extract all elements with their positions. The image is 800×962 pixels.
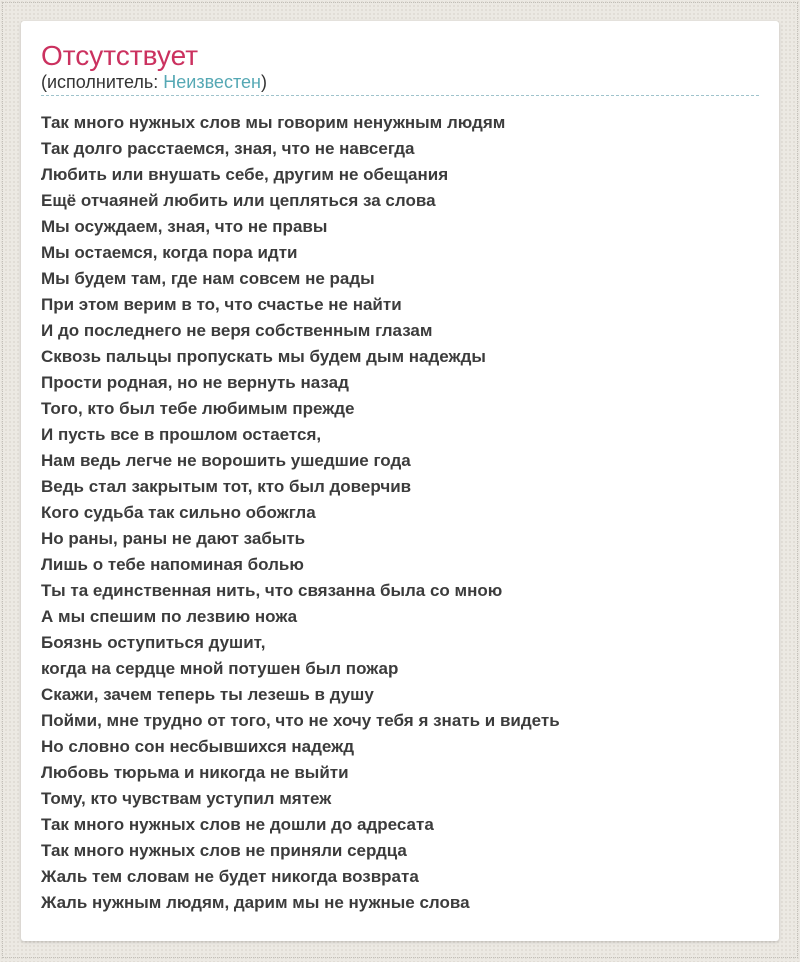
lyric-line: Кого судьба так сильно обожгла: [41, 503, 316, 522]
lyric-line: И пусть все в прошлом остается,: [41, 425, 322, 444]
lyric-line: Так много нужных слов не дошли до адресата: [41, 815, 434, 834]
lyric-line: Мы осуждаем, зная, что не правы: [41, 217, 328, 236]
lyric-line: Боязнь оступиться душит,: [41, 633, 266, 652]
lyric-line: А мы спешим по лезвию ножа: [41, 607, 298, 626]
lyric-line: И до последнего не веря собственным глазам: [41, 321, 433, 340]
lyric-line: Так много нужных слов не приняли сердца: [41, 841, 407, 860]
lyric-line: При этом верим в то, что счастье не найти: [41, 295, 402, 314]
lyric-line: Сквозь пальцы пропускать мы будем дым надежды: [41, 347, 486, 366]
lyric-line: Прости родная, но не вернуть назад: [41, 373, 349, 392]
lyrics-card: [21, 21, 779, 941]
lyric-line: Так долго расстаемся, зная, что не навсегда: [41, 139, 415, 158]
lyric-line: Нам ведь легче не ворошить ушедшие года: [41, 451, 411, 470]
lyric-line: Но словно сон несбывшихся надежд: [41, 737, 354, 756]
lyric-line: Ты та единственная нить, что связанна была со мною: [41, 581, 503, 600]
lyric-line: Мы будем там, где нам совсем не рады: [41, 269, 375, 288]
artist-line-close: ): [260, 72, 267, 92]
song-title: Отсутствует: [41, 40, 199, 71]
lyric-line: Скажи, зачем теперь ты лезешь в душу: [41, 685, 374, 704]
lyrics-text: [41, 110, 759, 916]
lyric-line: Тому, кто чувствам уступил мятеж: [41, 789, 332, 808]
lyric-line: Пойми, мне трудно от того, что не хочу тебя я знать и видеть: [41, 711, 560, 730]
lyric-line: Ещё отчаяней любить или цепляться за слова: [41, 191, 436, 210]
lyric-line: Жаль нужным людям, дарим мы не нужные слова: [41, 893, 470, 912]
lyric-line: Мы остаемся, когда пора идти: [41, 243, 298, 262]
lyric-line: Ведь стал закрытым тот, кто был доверчив: [41, 477, 412, 496]
artist-label: (исполнитель:: [41, 72, 164, 92]
lyric-line: Так много нужных слов мы говорим ненужным людям: [41, 113, 506, 132]
lyric-line: когда на сердце мной потушен был пожар: [41, 659, 399, 678]
artist-line: [41, 72, 759, 96]
lyric-line: Любовь тюрьма и никогда не выйти: [41, 763, 349, 782]
lyric-line: Жаль тем словам не будет никогда возврата: [41, 867, 419, 886]
artist-link[interactable]: Неизвестен: [163, 72, 261, 92]
lyric-line: Лишь о тебе напоминая болью: [41, 555, 304, 574]
lyric-line: Но раны, раны не дают забыть: [41, 529, 306, 548]
lyric-line: Того, кто был тебе любимым прежде: [41, 399, 355, 418]
lyric-line: Любить или внушать себе, другим не обещания: [41, 165, 449, 184]
